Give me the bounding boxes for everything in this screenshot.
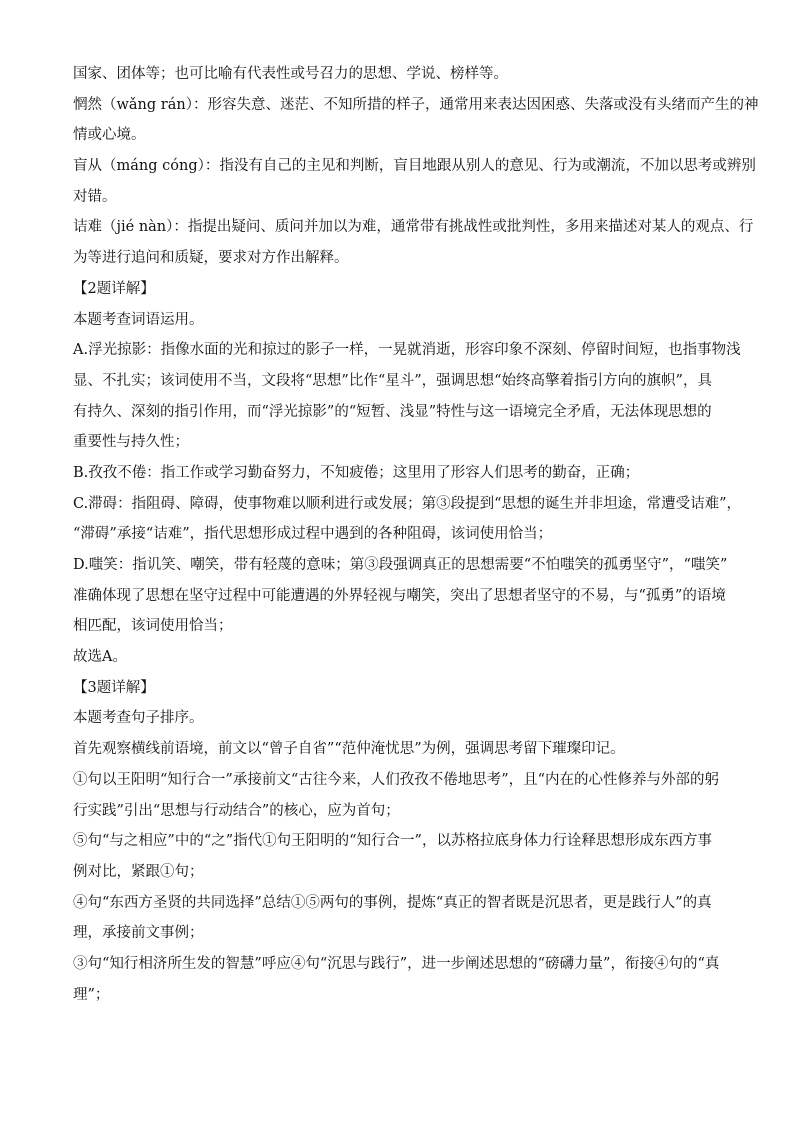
text-line: 例对比，紧跟①句； bbox=[73, 863, 204, 880]
text-line: ⑤句“与之相应”中的“之”指代①句王阳明的“知行合一”，以苏格拉底身体力行诠释思想形成东西方事 bbox=[73, 833, 712, 850]
text-line: 本题考查词语运用。 bbox=[73, 311, 204, 328]
text-line: 本题考查句子排序。 bbox=[73, 710, 204, 727]
text-line: ③句“知行相济所生发的智慧”呼应④句“沉思与践行”，进一步阐述思想的“磅礴力量”，衔接④句的“真 bbox=[73, 955, 720, 972]
section-heading: 【3题详解】 bbox=[73, 679, 155, 696]
text-line: 显、不扎实；该词使用不当，文段将“思想”比作“星斗”，强调思想“始终高擎着指引方向的旗帜”，具 bbox=[73, 372, 712, 389]
text-line: 重要性与持久性； bbox=[73, 434, 189, 451]
text-line: 有持久、深刻的指引作用，而“浮光掠影”的“短暂、浅显”特性与这一语境完全矛盾，无法体现思想的 bbox=[73, 403, 712, 420]
text-line: 诘难（jié nàn）：指提出疑问、质问并加以为难，通常带有挑战性或批判性，多用来描述对某人的观点、行 bbox=[73, 219, 754, 236]
text-line: C.滞碍：指阻碍、障碍，使事物难以顺利进行或发展；第③段提到“思想的诞生并非坦途，常遭受诘难”， bbox=[73, 495, 742, 512]
text-line: 对错。 bbox=[73, 188, 117, 205]
text-line: 理，承接前文事例； bbox=[73, 925, 204, 942]
text-line: 相匹配，该词使用恰当； bbox=[73, 618, 233, 635]
text-line: “滞碍”承接“诘难”，指代思想形成过程中遇到的各种阻碍，该词使用恰当； bbox=[73, 526, 553, 543]
section-heading: 【2题详解】 bbox=[73, 280, 155, 297]
text-line: 国家、团体等；也可比喻有代表性或号召力的思想、学说、榜样等。 bbox=[73, 66, 508, 82]
document-body bbox=[73, 63, 759, 1014]
text-line: 理”； bbox=[73, 986, 110, 1003]
text-line: B.孜孜不倦：指工作或学习勤奋努力，不知疲倦；这里用了形容人们思考的勤奋，正确； bbox=[73, 464, 640, 481]
text-line: 行实践”引出“思想与行动结合”的核心，应为首句； bbox=[73, 802, 400, 819]
text-line: 故选A。 bbox=[73, 649, 127, 666]
text-line: 为等进行追问和质疑，要求对方作出解释。 bbox=[73, 250, 349, 267]
text-line: 盲从（máng cóng）：指没有自己的主见和判断，盲目地跟从别人的意见、行为或潮流，不加以思考或辨别 bbox=[73, 158, 756, 175]
text-line: 情或心境。 bbox=[73, 127, 146, 144]
text-line: A.浮光掠影：指像水面的光和掠过的影子一样，一晃就消逝，形容印象不深刻、停留时间短，也指事物浅 bbox=[73, 342, 741, 359]
text-line: D.嗤笑：指讥笑、嘲笑，带有轻蔑的意味；第③段强调真正的思想需要“不怕嗤笑的孤勇坚守”，“嗤笑” bbox=[73, 557, 728, 573]
text-line: 准确体现了思想在坚守过程中可能遭遇的外界轻视与嘲笑，突出了思想者坚守的不易，与“孤勇”的语境 bbox=[73, 587, 726, 604]
text-line: ①句以王阳明“知行合一”承接前文“古往今来，人们孜孜不倦地思考”，且“内在的心性修养与外部的躬 bbox=[73, 771, 720, 788]
text-line: ④句“东西方圣贤的共同选择”总结①⑤两句的事例，提炼“真正的智者既是沉思者，更是践行人”的真 bbox=[73, 894, 712, 911]
text-line: 首先观察横线前语境，前文以“曾子自省”“范仲淹忧思”为例，强调思考留下璀璨印记。 bbox=[73, 741, 625, 758]
text-line: 惘然（wǎng rán）：形容失意、迷茫、不知所措的样子，通常用来表达因困惑、失落或没有头绪而产生的神 bbox=[73, 96, 759, 113]
